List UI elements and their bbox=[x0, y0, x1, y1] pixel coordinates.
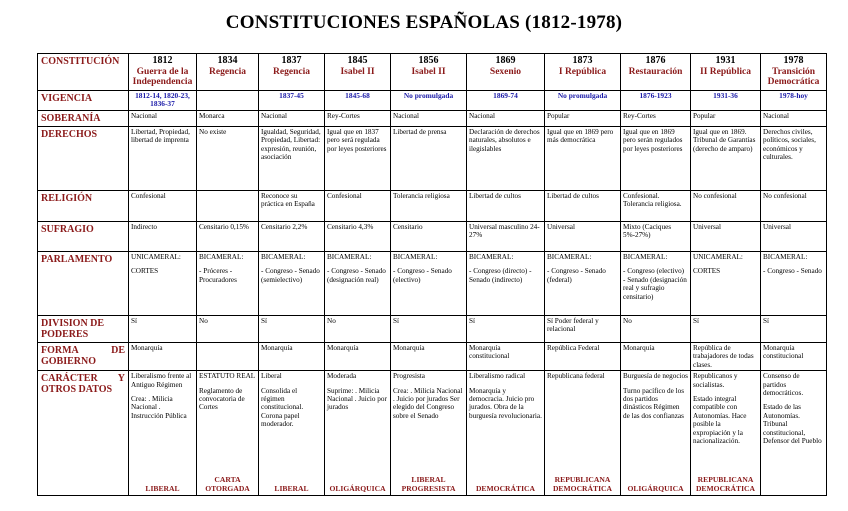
parlamento-type: BICAMERAL: bbox=[469, 253, 514, 261]
cell-division: No bbox=[621, 316, 691, 343]
cell-derechos: Igual que en 1869 pero más democrática bbox=[545, 127, 621, 191]
row-label-division: DIVISION DE PODERES bbox=[38, 316, 129, 343]
cell-sufragio: Indirecto bbox=[129, 222, 197, 252]
cell-forma: Monarquía bbox=[325, 343, 391, 371]
parlamento-type: BICAMERAL: bbox=[763, 253, 808, 261]
parlamento-type: BICAMERAL: bbox=[261, 253, 306, 261]
cell-vigencia: 1812-14, 1820-23, 1836-37 bbox=[129, 91, 197, 111]
cell-vigencia: 1876-1923 bbox=[621, 91, 691, 111]
cell-religion: Confesional bbox=[325, 191, 391, 222]
cell-derechos: Libertad, Propiedad, libertad de imprenta bbox=[129, 127, 197, 191]
cell-parlamento bbox=[545, 252, 621, 316]
constitution-name: Regencia bbox=[273, 66, 310, 77]
row-division bbox=[38, 316, 827, 343]
constitution-year: 1931 bbox=[715, 55, 736, 66]
cell-soberania: Nacional bbox=[761, 111, 827, 127]
cell-caracter bbox=[325, 371, 391, 496]
cell-caracter bbox=[467, 371, 545, 496]
cell-derechos: Igualdad, Seguridad, Propiedad, Libertad: expresión, reunión, asociación bbox=[259, 127, 325, 191]
cell-parlamento bbox=[621, 252, 691, 316]
parlamento-chambers: CORTES bbox=[693, 267, 721, 276]
caracter-details: Reglamento de convocatoria de Cortes bbox=[199, 386, 245, 412]
constitution-header bbox=[259, 54, 325, 91]
caracter-details: Consolida el régimen constitucional. Corona papel moderador. bbox=[261, 386, 304, 429]
cell-division: Sí bbox=[129, 316, 197, 343]
cell-division: Sí bbox=[391, 316, 467, 343]
caracter-verdict: LIBERAL bbox=[274, 483, 309, 493]
parlamento-type: UNICAMERAL: bbox=[131, 253, 181, 261]
cell-forma: Monarquía bbox=[391, 343, 467, 371]
cell-vigencia bbox=[197, 91, 259, 111]
parlamento-chambers: CORTES bbox=[131, 267, 159, 276]
cell-division: No bbox=[197, 316, 259, 343]
cell-soberania: Rey-Cortes bbox=[325, 111, 391, 127]
cell-religion: Confesional. Tolerancia religiosa. bbox=[621, 191, 691, 222]
parlamento-chambers: - Congreso - Senado (federal) bbox=[547, 267, 606, 284]
caracter-summary: Republicana federal bbox=[547, 372, 605, 381]
parlamento-type: BICAMERAL: bbox=[547, 253, 592, 261]
row-derechos bbox=[38, 127, 827, 191]
cell-caracter bbox=[621, 371, 691, 496]
row-sufragio bbox=[38, 222, 827, 252]
caracter-verdict: DEMOCRÁTICA bbox=[475, 483, 536, 493]
constitution-year: 1978 bbox=[783, 55, 804, 66]
constitution-header bbox=[545, 54, 621, 91]
caracter-summary: Progresista bbox=[393, 372, 425, 381]
caracter-summary: Liberalismo frente al Antiguo Régimen bbox=[131, 372, 192, 389]
caracter-verdict: REPUBLICANA DEMOCRÁTICA bbox=[695, 475, 756, 493]
cell-division: Sí bbox=[761, 316, 827, 343]
caracter-details: Estado de las Autonomías. Tribunal constitucional, Defensor del Pueblo bbox=[763, 403, 822, 446]
cell-parlamento bbox=[691, 252, 761, 316]
row-label-line bbox=[41, 345, 125, 356]
parlamento-chambers: - Próceres - Procuradores bbox=[199, 267, 237, 284]
cell-derechos: No existe bbox=[197, 127, 259, 191]
constitution-name: I República bbox=[558, 66, 607, 77]
cell-religion: Reconoce su práctica en España bbox=[259, 191, 325, 222]
cell-caracter bbox=[691, 371, 761, 496]
row-label-derechos: DERECHOS bbox=[38, 127, 129, 191]
cell-parlamento bbox=[467, 252, 545, 316]
cell-division: Sí Poder federal y relacional bbox=[545, 316, 621, 343]
cell-parlamento bbox=[761, 252, 827, 316]
caracter-verdict: OLIGÁRQUICA bbox=[627, 483, 684, 493]
constitutions-table bbox=[37, 53, 827, 496]
cell-derechos: Igual que en 1869. Tribunal de Garantías (derecho de amparo) bbox=[691, 127, 761, 191]
caracter-details: Suprime: . Milicia Nacional . Juicio por jurados bbox=[327, 386, 387, 412]
cell-vigencia: No promulgada bbox=[391, 91, 467, 111]
cell-sufragio: Universal bbox=[545, 222, 621, 252]
constitution-year: 1845 bbox=[347, 55, 368, 66]
row-vigencia bbox=[38, 91, 827, 111]
caracter-summary: Republicanos y socialistas. bbox=[693, 372, 738, 389]
constitution-year: 1834 bbox=[217, 55, 238, 66]
cell-forma: Monarquía bbox=[129, 343, 197, 371]
parlamento-type: BICAMERAL: bbox=[327, 253, 372, 261]
constitution-name: Transición Democrática bbox=[767, 66, 820, 87]
constitution-header bbox=[621, 54, 691, 91]
parlamento-type: BICAMERAL: bbox=[199, 253, 244, 261]
constitution-year: 1812 bbox=[152, 55, 173, 66]
cell-division: Sí bbox=[691, 316, 761, 343]
constitution-year: 1873 bbox=[572, 55, 593, 66]
cell-sufragio: Universal bbox=[761, 222, 827, 252]
constitution-header bbox=[325, 54, 391, 91]
cell-forma: Monarquía bbox=[259, 343, 325, 371]
parlamento-chambers: - Congreso - Senado (designación real) bbox=[327, 267, 386, 284]
parlamento-chambers: - Congreso - Senado (semielectivo) bbox=[261, 267, 320, 284]
cell-vigencia: No promulgada bbox=[545, 91, 621, 111]
cell-caracter bbox=[545, 371, 621, 496]
parlamento-chambers: - Congreso (directo) - Senado (indirecto) bbox=[469, 267, 532, 284]
row-label-part: OTROS DATOS bbox=[41, 384, 113, 396]
constitution-year: 1837 bbox=[281, 55, 302, 66]
caracter-summary: ESTATUTO REAL bbox=[199, 372, 256, 381]
constitution-header bbox=[467, 54, 545, 91]
caracter-details: Estado integral compatible con Autonomías. Hace posible la expropiación y la nacionalización. bbox=[693, 395, 747, 446]
cell-soberania: Popular bbox=[691, 111, 761, 127]
caracter-verdict: OLIGÁRQUICA bbox=[329, 483, 386, 493]
cell-caracter bbox=[391, 371, 467, 496]
cell-soberania: Nacional bbox=[467, 111, 545, 127]
cell-sufragio: Censitario 0,15% bbox=[197, 222, 259, 252]
parlamento-chambers: - Congreso - Senado (electivo) bbox=[393, 267, 452, 284]
constitution-name: Restauración bbox=[628, 66, 683, 77]
caracter-verdict: LIBERAL bbox=[145, 483, 180, 493]
constitution-header bbox=[391, 54, 467, 91]
constitution-year: 1869 bbox=[495, 55, 516, 66]
row-label-caracter bbox=[38, 371, 129, 496]
constitution-name: Regencia bbox=[209, 66, 246, 77]
parlamento-type: UNICAMERAL: bbox=[693, 253, 743, 261]
cell-derechos: Igual que en 1869 pero serán regulados por leyes posteriores bbox=[621, 127, 691, 191]
row-label-parlamento: PARLAMENTO bbox=[38, 252, 129, 316]
cell-sufragio: Universal bbox=[691, 222, 761, 252]
row-label-part: Y bbox=[117, 373, 125, 385]
caracter-summary: Liberal bbox=[261, 372, 282, 381]
cell-caracter bbox=[761, 371, 827, 496]
constitution-header bbox=[129, 54, 197, 91]
cell-religion: Tolerancia religiosa bbox=[391, 191, 467, 222]
row-caracter bbox=[38, 371, 827, 496]
cell-vigencia: 1837-45 bbox=[259, 91, 325, 111]
cell-religion: Libertad de cultos bbox=[467, 191, 545, 222]
caracter-details: Turno pacífico de los dos partidos dinásticos Régimen de las dos confianzas bbox=[623, 386, 685, 420]
constitution-name: Isabel II bbox=[411, 66, 446, 77]
parlamento-chambers: - Congreso (electivo) - Senado (designación real y sufragio censitario) bbox=[623, 267, 687, 301]
cell-religion: Confesional bbox=[129, 191, 197, 222]
row-label-part: FORMA bbox=[41, 345, 79, 356]
cell-vigencia: 1869-74 bbox=[467, 91, 545, 111]
caracter-details: Crea: . Milicia Nacional . Juicio por jurados Ser elegido del Congreso sobre el Senado bbox=[393, 386, 463, 420]
cell-vigencia: 1845-68 bbox=[325, 91, 391, 111]
cell-forma: Monarquía constitucional bbox=[761, 343, 827, 371]
caracter-verdict: CARTA OTORGADA bbox=[205, 475, 250, 493]
row-label-vigencia: VIGENCIA bbox=[38, 91, 129, 111]
caracter-summary: Liberalismo radical bbox=[469, 372, 526, 381]
caracter-verdict: LIBERAL PROGRESISTA bbox=[401, 475, 456, 493]
cell-soberania: Monarca bbox=[197, 111, 259, 127]
constitution-name: Sexenio bbox=[489, 66, 522, 77]
cell-forma: Monarquía bbox=[621, 343, 691, 371]
constitution-name: II República bbox=[700, 66, 751, 77]
header-row bbox=[38, 54, 827, 91]
cell-soberania: Nacional bbox=[129, 111, 197, 127]
cell-vigencia: 1978-hoy bbox=[761, 91, 827, 111]
cell-parlamento bbox=[197, 252, 259, 316]
corner-label: CONSTITUCIÓN bbox=[38, 54, 129, 91]
cell-religion: No confesional bbox=[691, 191, 761, 222]
row-label-soberania: SOBERANÍA bbox=[38, 111, 129, 127]
cell-sufragio: Censitario 2,2% bbox=[259, 222, 325, 252]
row-label-part: GOBIERNO bbox=[41, 356, 97, 367]
constitution-name: Guerra de la Independencia bbox=[132, 66, 193, 87]
constitution-year: 1876 bbox=[645, 55, 666, 66]
cell-derechos: Derechos civiles, políticos, sociales, económicos y culturales. bbox=[761, 127, 827, 191]
cell-parlamento bbox=[391, 252, 467, 316]
cell-soberania: Nacional bbox=[259, 111, 325, 127]
cell-soberania: Nacional bbox=[391, 111, 467, 127]
row-forma bbox=[38, 343, 827, 371]
cell-forma: República Federal bbox=[545, 343, 621, 371]
cell-forma bbox=[197, 343, 259, 371]
constitution-header bbox=[691, 54, 761, 91]
row-label-sufragio: SUFRAGIO bbox=[38, 222, 129, 252]
page-title: CONSTITUCIONES ESPAÑOLAS (1812-1978) bbox=[225, 12, 623, 33]
cell-caracter bbox=[197, 371, 259, 496]
cell-sufragio: Censitario bbox=[391, 222, 467, 252]
row-label-part: CARÁCTER bbox=[41, 373, 98, 385]
cell-parlamento bbox=[325, 252, 391, 316]
row-label-religion: RELIGIÓN bbox=[38, 191, 129, 222]
constitution-header bbox=[197, 54, 259, 91]
cell-derechos: Declaración de derechos naturales, absolutos e ilegislables bbox=[467, 127, 545, 191]
cell-division: Sí bbox=[259, 316, 325, 343]
cell-caracter bbox=[259, 371, 325, 496]
row-soberania bbox=[38, 111, 827, 127]
cell-vigencia: 1931-36 bbox=[691, 91, 761, 111]
caracter-details: Crea: . Milicia Nacional . Instrucción Pública bbox=[131, 395, 187, 420]
cell-sufragio: Censitario 4,3% bbox=[325, 222, 391, 252]
caracter-summary: Consenso de partidos democráticos. bbox=[763, 372, 804, 398]
cell-sufragio: Mixto (Caciques 5%-27%) bbox=[621, 222, 691, 252]
row-parlamento bbox=[38, 252, 827, 316]
row-label-line bbox=[41, 373, 125, 384]
cell-religion: No confesional bbox=[761, 191, 827, 222]
cell-caracter bbox=[129, 371, 197, 496]
caracter-details: Monarquía y democracia. Juicio pro jurados. Obra de la burguesía revolucionaria. bbox=[469, 386, 542, 420]
cell-soberania: Popular bbox=[545, 111, 621, 127]
cell-soberania: Rey-Cortes bbox=[621, 111, 691, 127]
parlamento-type: BICAMERAL: bbox=[623, 253, 668, 261]
cell-division: No bbox=[325, 316, 391, 343]
cell-parlamento bbox=[129, 252, 197, 316]
cell-forma: República de trabajadores de todas clases. bbox=[691, 343, 761, 371]
parlamento-chambers: - Congreso - Senado bbox=[763, 267, 822, 276]
constitution-name: Isabel II bbox=[340, 66, 375, 77]
row-label-part: DE bbox=[111, 345, 125, 356]
cell-forma: Monarquía constitucional bbox=[467, 343, 545, 371]
row-label-forma bbox=[38, 343, 129, 371]
cell-division: Sí bbox=[467, 316, 545, 343]
caracter-verdict: REPUBLICANA DEMOCRÁTICA bbox=[552, 475, 613, 493]
cell-parlamento bbox=[259, 252, 325, 316]
cell-derechos: Igual que en 1837 pero será regulada por leyes posteriores bbox=[325, 127, 391, 191]
constitution-header bbox=[761, 54, 827, 91]
cell-religion: Libertad de cultos bbox=[545, 191, 621, 222]
parlamento-type: BICAMERAL: bbox=[393, 253, 438, 261]
row-religion bbox=[38, 191, 827, 222]
constitution-year: 1856 bbox=[418, 55, 439, 66]
caracter-summary: Moderada bbox=[327, 372, 357, 381]
cell-sufragio: Universal masculino 24-27% bbox=[467, 222, 545, 252]
cell-religion bbox=[197, 191, 259, 222]
caracter-summary: Burguesía de negocios bbox=[623, 372, 688, 381]
cell-derechos: Libertad de prensa bbox=[391, 127, 467, 191]
